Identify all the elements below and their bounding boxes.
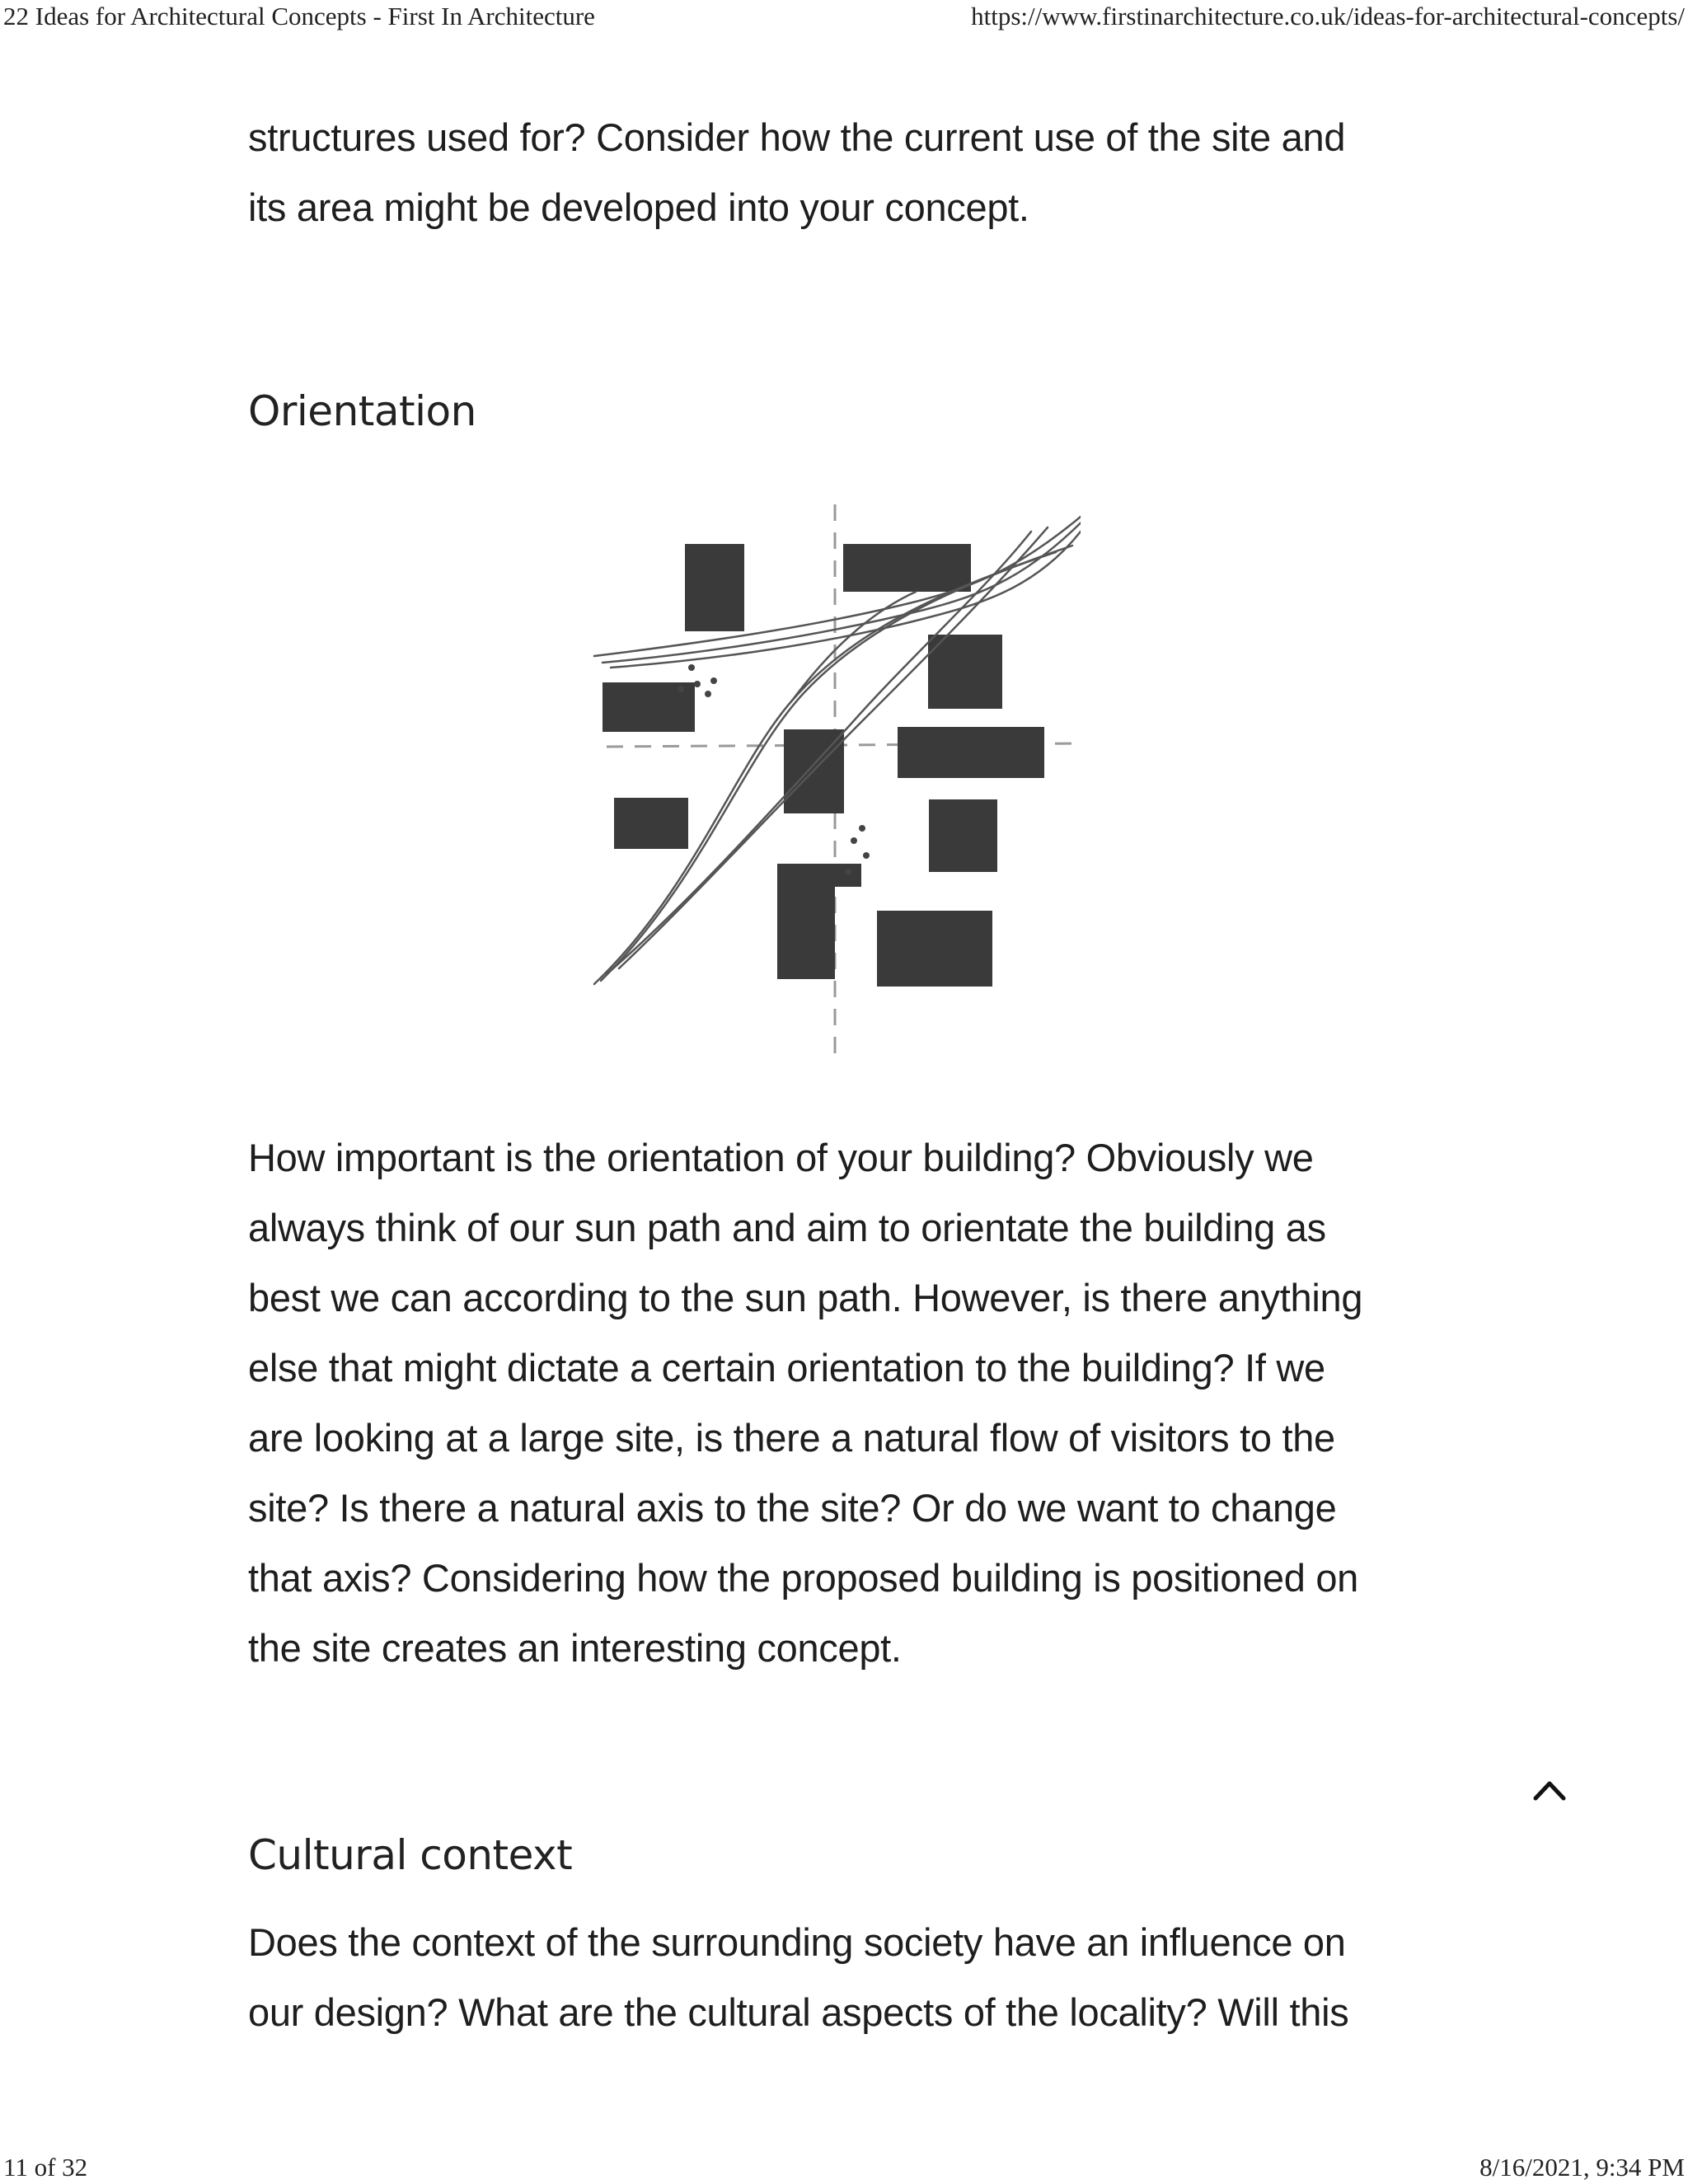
orientation-sketch-figure xyxy=(570,494,1081,1071)
dot xyxy=(851,837,857,844)
block xyxy=(843,544,971,592)
page-number: 11 of 32 xyxy=(3,2153,88,2182)
dot xyxy=(678,686,684,692)
print-footer xyxy=(0,2153,1688,2182)
block xyxy=(928,635,1002,709)
orientation-paragraph: How important is the orientation of your building? Obviously we always think of our sun path and aim to orientate the building as best we can according to the sun path. However, is there anything else that might dictate a certain orientation to the building? If we are looking at a large site, is there a natural flow of visitors to the site? Is there a natural axis to the site? Or do we want to change that axis? Considering how the proposed building is positioned on the site creates an interesting concept. xyxy=(248,1136,1363,1670)
print-datetime: 8/16/2021, 9:34 PM xyxy=(1479,2153,1685,2182)
flow-line xyxy=(603,506,1081,663)
dot xyxy=(859,825,865,832)
orientation-heading: Orientation xyxy=(248,387,476,435)
block xyxy=(877,911,992,987)
dot xyxy=(688,664,695,671)
print-header-url: https://www.firstinarchitecture.co.uk/ideas-for-architectural-concepts/ xyxy=(971,2,1685,30)
dot xyxy=(710,677,717,684)
chevron-up-icon xyxy=(1529,1772,1570,1805)
block xyxy=(777,864,835,979)
orientation-sketch xyxy=(570,494,1081,1071)
print-header xyxy=(0,2,1688,31)
dot xyxy=(863,852,870,859)
intro-paragraph: structures used for? Consider how the current use of the site and its area might be developed into your concept. xyxy=(248,115,1346,229)
block xyxy=(929,799,997,872)
dot xyxy=(705,691,711,697)
print-header-title: 22 Ideas for Architectural Concepts - First In Architecture xyxy=(3,2,595,30)
back-to-top-button[interactable] xyxy=(1529,1772,1570,1805)
cultural-context-paragraph: Does the context of the surrounding society have an influence on our design? What are the cultural aspects of the locality? Will this xyxy=(248,1920,1349,2034)
dot xyxy=(694,681,701,687)
cultural-context-heading: Cultural context xyxy=(248,1831,573,1879)
dot xyxy=(845,869,851,875)
block xyxy=(685,544,744,631)
block xyxy=(898,727,1044,778)
block xyxy=(832,864,861,887)
block xyxy=(614,798,688,849)
